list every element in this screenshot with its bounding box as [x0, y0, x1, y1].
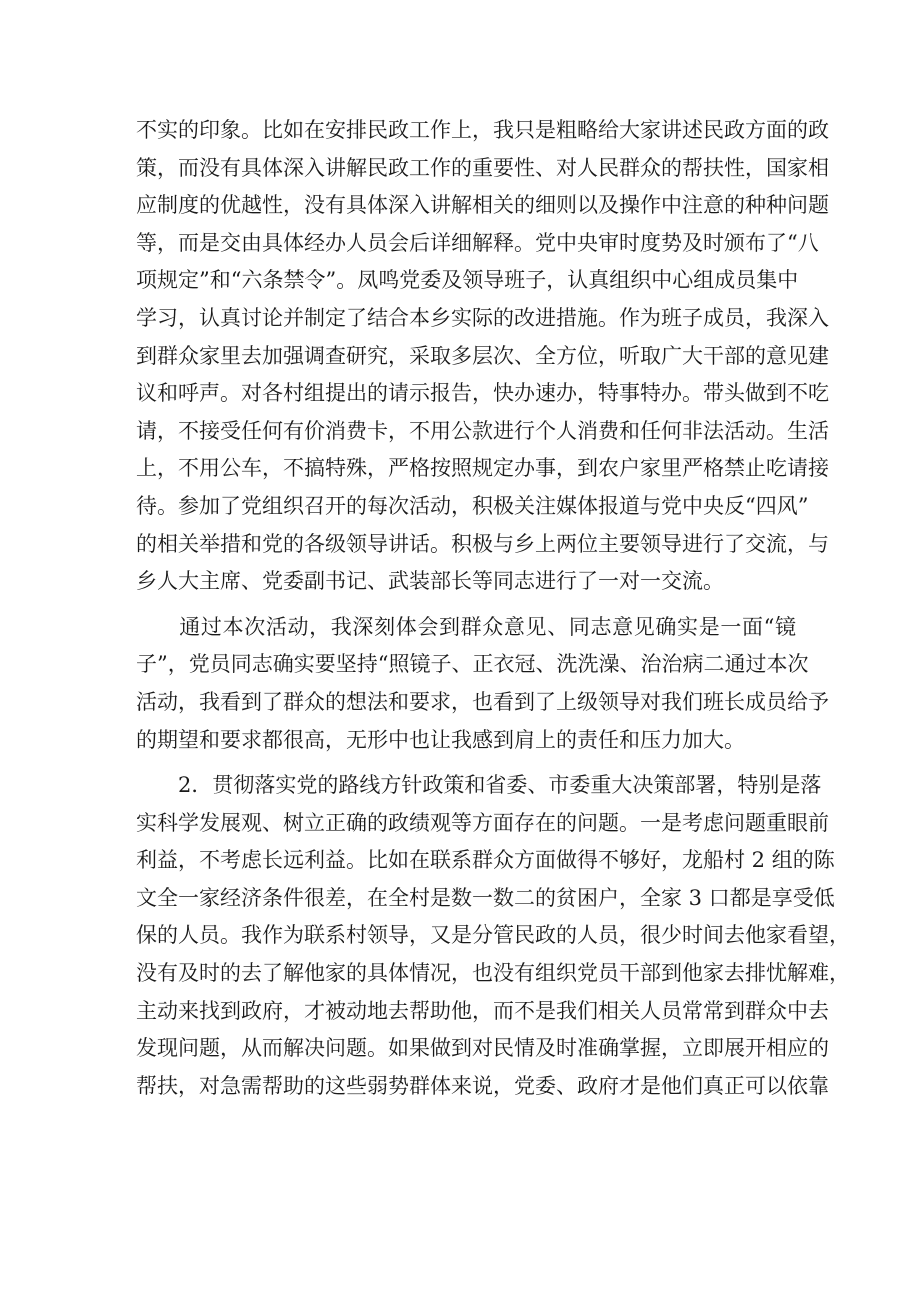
text-line: 项规定”和“六条禁令”。凤鸣党委及领导班子，认真组织中心组成员集中 [136, 268, 799, 293]
text-line: 利益，不考虑长远利益。比如在联系群众方面做得不够好，龙船村 2 组的陈 [136, 848, 835, 873]
text-line: 活动，我看到了群众的想法和要求，也看到了上级领导对我们班长成员给予 [136, 689, 829, 714]
text-line: 的期望和要求都很高，无形中也让我感到肩上的责任和压力加大。 [136, 727, 745, 752]
text-line: 2．贯彻落实党的路线方针政策和省委、市委重大决策部署，特别是落 [136, 773, 822, 798]
text-line: 上，不用公车，不搞特殊，严格按照规定办事，到农户家里严格禁止吃请接 [136, 456, 829, 481]
text-line: 帮扶，对急需帮助的这些弱势群体来说，党委、政府才是他们真正可以依靠 [136, 1073, 829, 1098]
text-line: 等，而是交由具体经办人员会后详细解释。党中央审时度势及时颁布了“八 [136, 230, 819, 255]
text-line: 子”，党员同志确实要坚持“照镜子、正衣冠、洗洗澡、治治病二通过本次 [136, 652, 809, 677]
text-line: 文全一家经济条件很差，在全村是数一数二的贫困户，全家 3 口都是享受低 [136, 885, 835, 910]
text-line: 学习，认真讨论并制定了结合本乡实际的改进措施。作为班子成员，我深入 [136, 305, 829, 330]
text-line: 乡人大主席、党委副书记、武装部长等同志进行了一对一交流。 [136, 569, 724, 594]
text-line: 实科学发展观、树立正确的政绩观等方面存在的问题。一是考虑问题重眼前 [136, 810, 829, 835]
text-line: 通过本次活动，我深刻体会到群众意见、同志意见确实是一面“镜 [136, 614, 796, 639]
text-line: 保的人员。我作为联系村领导，又是分管民政的人员，很少时间去他家看望， [136, 923, 850, 948]
text-line: 没有及时的去了解他家的具体情况，也没有组织党员干部到他家去排忧解难， [136, 961, 850, 986]
paragraph-1 [136, 112, 829, 601]
paragraph-2 [136, 609, 829, 759]
text-line: 请，不接受任何有价消费卡，不用公款进行个人消费和任何非法活动。生活 [136, 418, 829, 443]
text-line: 主动来找到政府，才被动地去帮助他，而不是我们相关人员常常到群众中去 [136, 998, 829, 1023]
paragraph-3 [136, 767, 850, 1105]
text-line: 不实的印象。比如在安排民政工作上，我只是粗略给大家讲述民政方面的政 [136, 118, 829, 142]
text-line: 的相关举措和党的各级领导讲话。积极与乡上两位主要领导进行了交流，与 [136, 531, 829, 556]
text-line: 发现问题，从而解决问题。如果做到对民情及时准确掌握，立即展开相应的 [136, 1036, 829, 1061]
text-line: 议和呼声。对各村组提出的请示报告，快办速办，特事特办。带头做到不吃 [136, 381, 829, 406]
text-line: 应制度的优越性，没有具体深入讲解相关的细则以及操作中注意的种种问题 [136, 193, 829, 218]
text-line: 策，而没有具体深入讲解民政工作的重要性、对人民群众的帮扶性，国家相 [136, 155, 829, 180]
document-page [136, 112, 850, 1113]
text-line: 到群众家里去加强调查研究，采取多层次、全方位，听取广大干部的意见建 [136, 343, 829, 368]
text-line: 待。参加了党组织召开的每次活动，积极关注媒体报道与党中央反“四风” [136, 493, 809, 518]
